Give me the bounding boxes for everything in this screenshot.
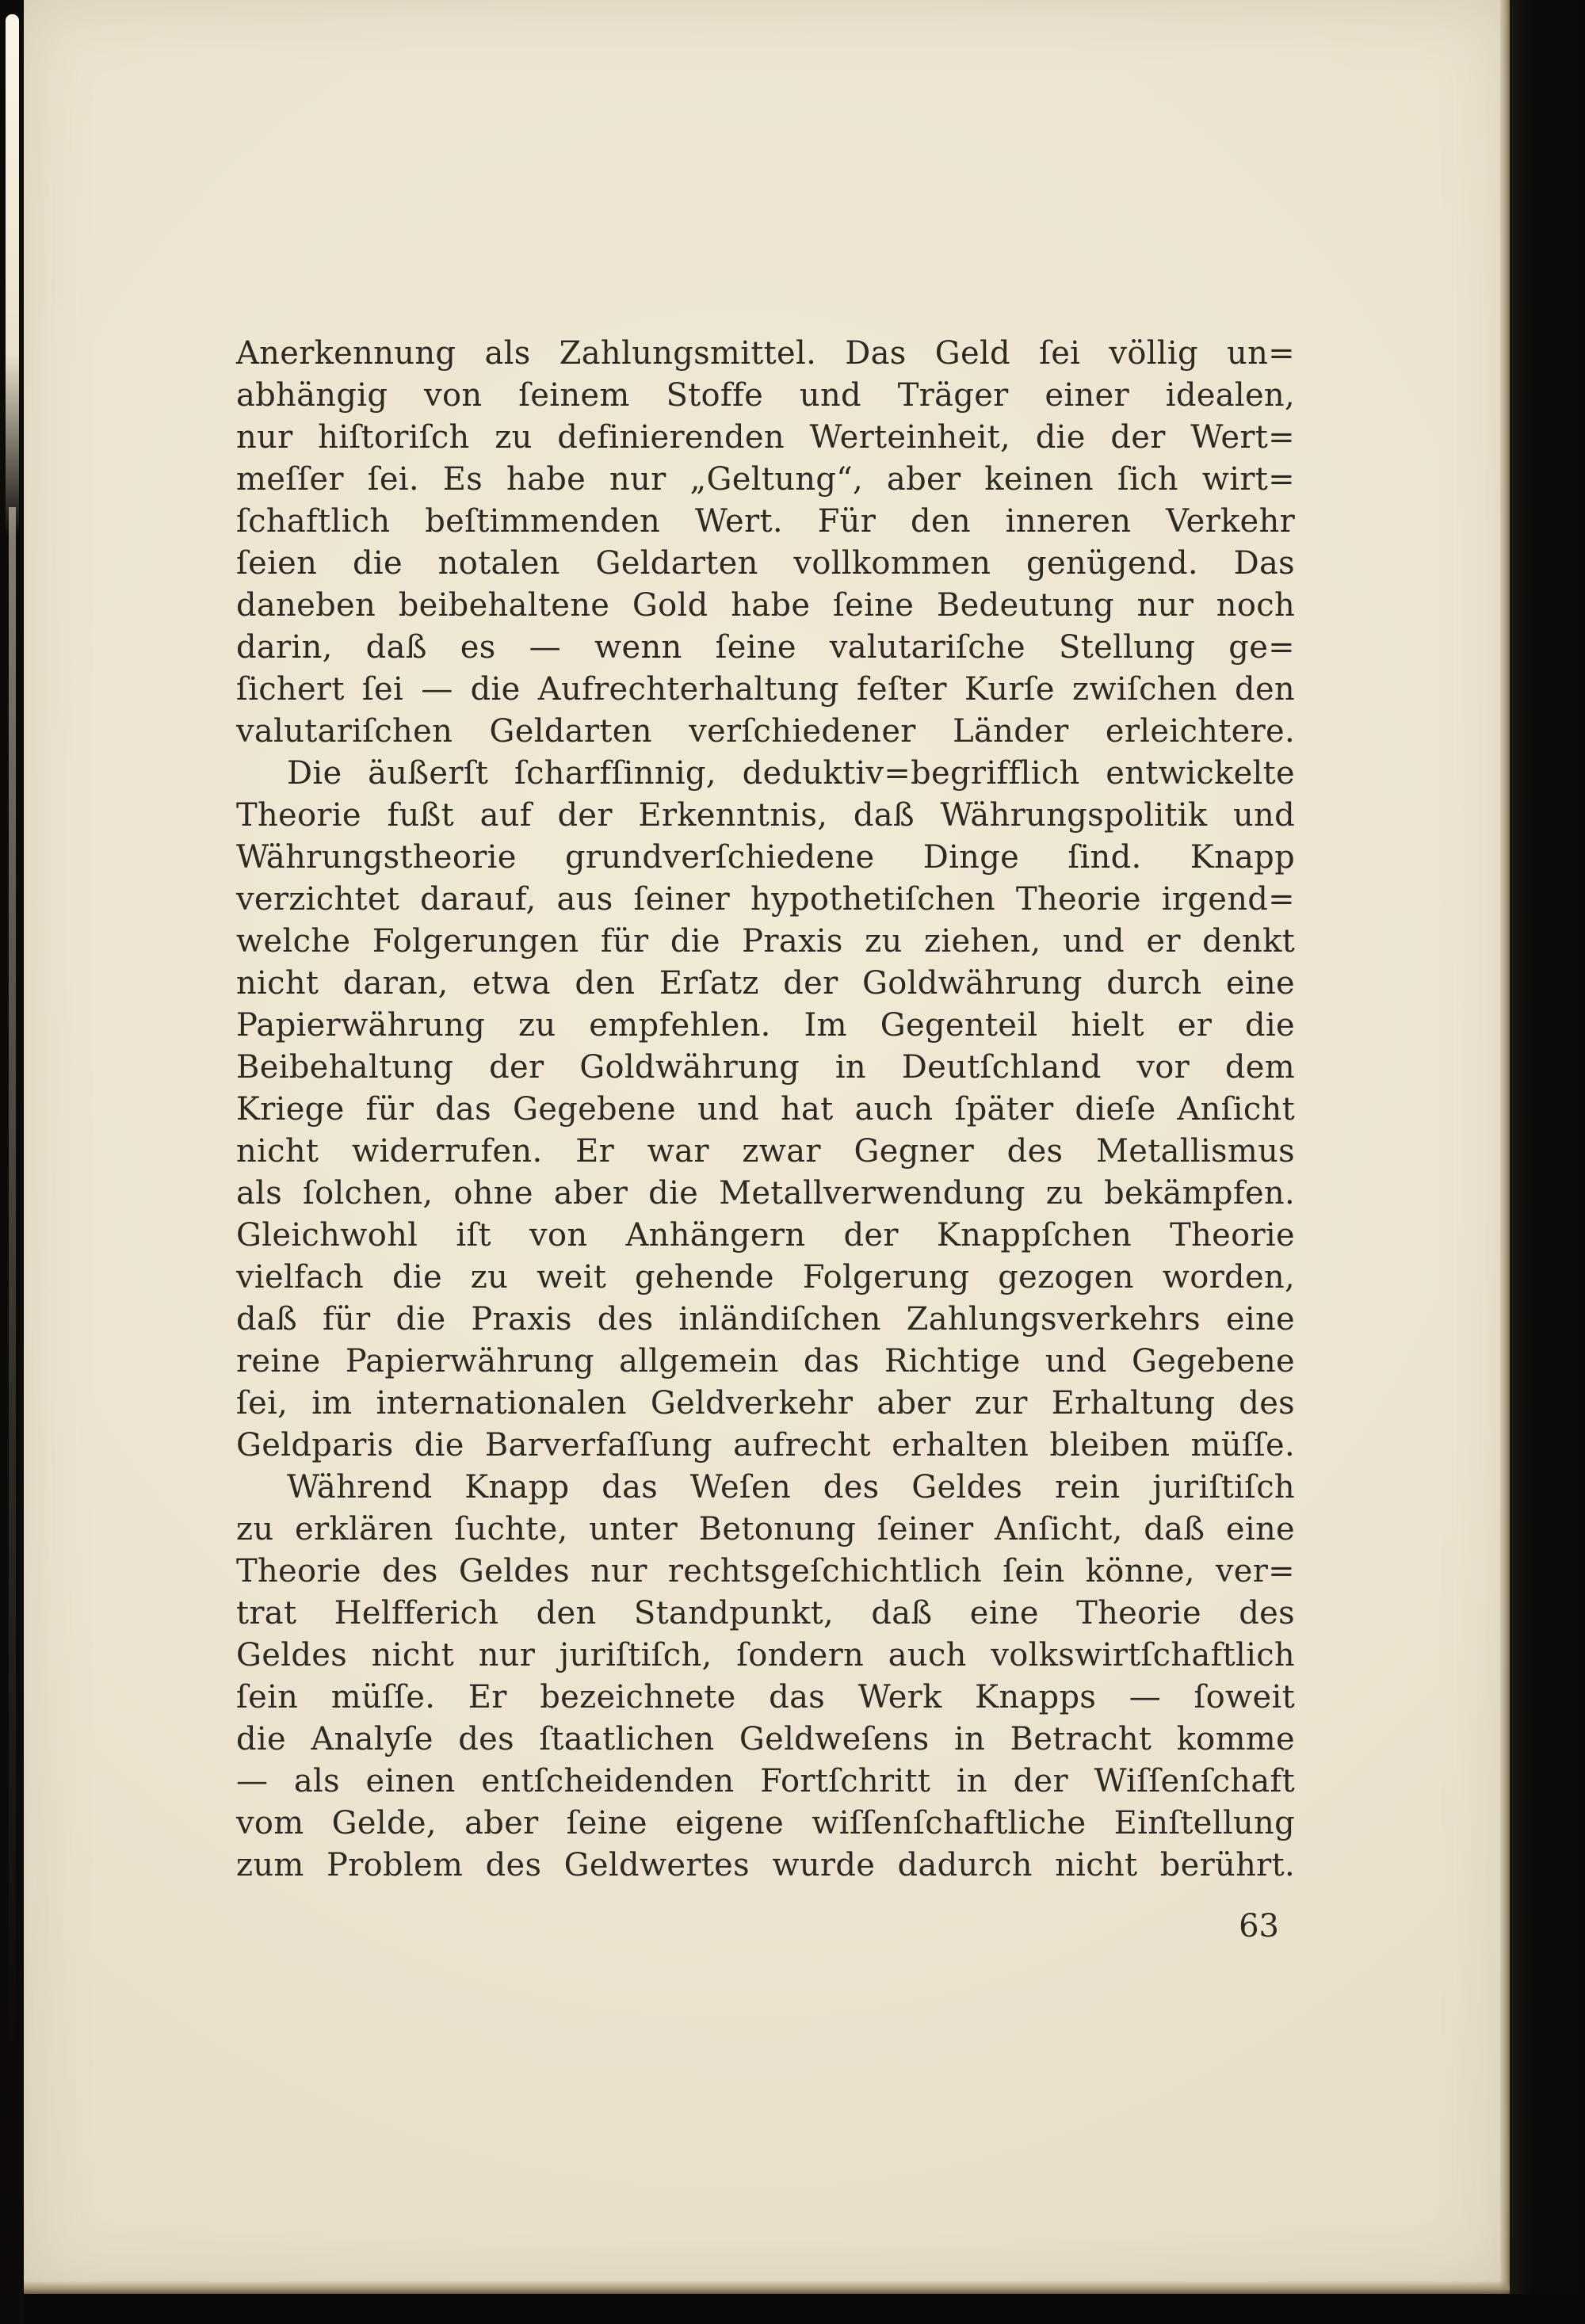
text-line: Papierwährung zu empfehlen. Im Gegenteil hielt er die [236, 1007, 1295, 1044]
text-line: Während Knapp das Weſen des Geldes rein juriſtiſch [287, 1469, 1295, 1505]
scan-background-bottom [0, 2294, 1585, 2324]
text-line: trat Helfferich den Standpunkt, daß eine Theorie des [236, 1595, 1295, 1631]
scan-background-right [1510, 0, 1585, 2324]
text-line: reine Papierwährung allgemein das Richtige und Gegebene [236, 1343, 1295, 1380]
text-line: vielfach die zu weit gehende Folgerung gezogen worden, [236, 1259, 1295, 1296]
text-line: ſeien die notalen Geldarten vollkommen genügend. Das [236, 545, 1295, 582]
book-spine-faint-line [9, 507, 16, 2052]
text-line: abhängig von ſeinem Stoffe und Träger einer idealen, [236, 377, 1295, 414]
text-line: darin, daß es — wenn ſeine valutariſche Stellung ge= [236, 629, 1295, 666]
page-text-block [236, 333, 1295, 1887]
text-line: valutariſchen Geldarten verſchiedener Länder erleichtere. [236, 713, 1295, 750]
text-line: nur hiſtoriſch zu definierenden Werteinheit, die der Wert= [236, 419, 1295, 456]
text-line: daß für die Praxis des inländiſchen Zahlungsverkehrs eine [236, 1301, 1295, 1338]
paragraph [236, 753, 1295, 1467]
text-line: nicht widerrufen. Er war zwar Gegner des Metallismus [236, 1133, 1295, 1170]
text-line: ſein müſſe. Er bezeichnete das Werk Knapps — ſoweit [236, 1679, 1295, 1715]
text-line: Theorie fußt auf der Erkenntnis, daß Währungspolitik und [236, 797, 1295, 834]
text-line: verzichtet darauf, aus ſeiner hypothetiſchen Theorie irgend= [236, 881, 1295, 918]
book-spine-highlight [6, 14, 19, 537]
text-line: Die äußerſt ſcharfſinnig, deduktiv=begrifflich entwickelte [287, 755, 1295, 792]
text-line: zu erklären ſuchte, unter Betonung ſeiner Anſicht, daß eine [236, 1511, 1295, 1547]
paragraph [236, 1467, 1295, 1887]
text-line: Geldes nicht nur juriſtiſch, ſondern auch volkswirtſchaftlich [236, 1637, 1295, 1673]
paragraph [236, 333, 1295, 753]
page-number: 63 [1239, 1908, 1279, 1944]
text-line: Währungstheorie grundverſchiedene Dinge ſind. Knapp [236, 839, 1295, 876]
text-line: vom Gelde, aber ſeine eigene wiſſenſchaftliche Einſtellung [236, 1805, 1295, 1841]
text-line: Theorie des Geldes nur rechtsgeſchichtlich ſein könne, ver= [236, 1553, 1295, 1589]
book-page-stack-bottom-edge [24, 2280, 1510, 2294]
text-line: Anerkennung als Zahlungsmittel. Das Geld ſei völlig un= [236, 335, 1295, 372]
text-line: ſichert ſei — die Aufrechterhaltung feſter Kurſe zwiſchen den [236, 671, 1295, 708]
text-line: zum Problem des Geldwertes wurde dadurch nicht berührt. [236, 1847, 1295, 1883]
text-line: ſchaftlich beſtimmenden Wert. Für den inneren Verkehr [236, 503, 1295, 540]
text-line: nicht daran, etwa den Erſatz der Goldwährung durch eine [236, 965, 1295, 1002]
text-line: Kriege für das Gegebene und hat auch ſpäter dieſe Anſicht [236, 1091, 1295, 1128]
text-line: — als einen entſcheidenden Fortſchritt in der Wiſſenſchaft [236, 1763, 1295, 1799]
text-line: Beibehaltung der Goldwährung in Deutſchland vor dem [236, 1049, 1295, 1086]
text-line: Gleichwohl iſt von Anhängern der Knappſchen Theorie [236, 1217, 1295, 1254]
text-line: Geldparis die Barverfaſſung aufrecht erhalten bleiben müſſe. [236, 1427, 1295, 1463]
text-line: ſei, im internationalen Geldverkehr aber zur Erhaltung des [236, 1385, 1295, 1421]
text-line: als ſolchen, ohne aber die Metallverwendung zu bekämpfen. [236, 1175, 1295, 1212]
text-line: welche Folgerungen für die Praxis zu ziehen, und er denkt [236, 923, 1295, 960]
text-line: meſſer ſei. Es habe nur „Geltung“, aber keinen ſich wirt= [236, 461, 1295, 498]
text-line: daneben beibehaltene Gold habe ſeine Bedeutung nur noch [236, 587, 1295, 624]
page-paper [24, 0, 1510, 2294]
text-line: die Analyſe des ſtaatlichen Geldweſens in Betracht komme [236, 1721, 1295, 1757]
